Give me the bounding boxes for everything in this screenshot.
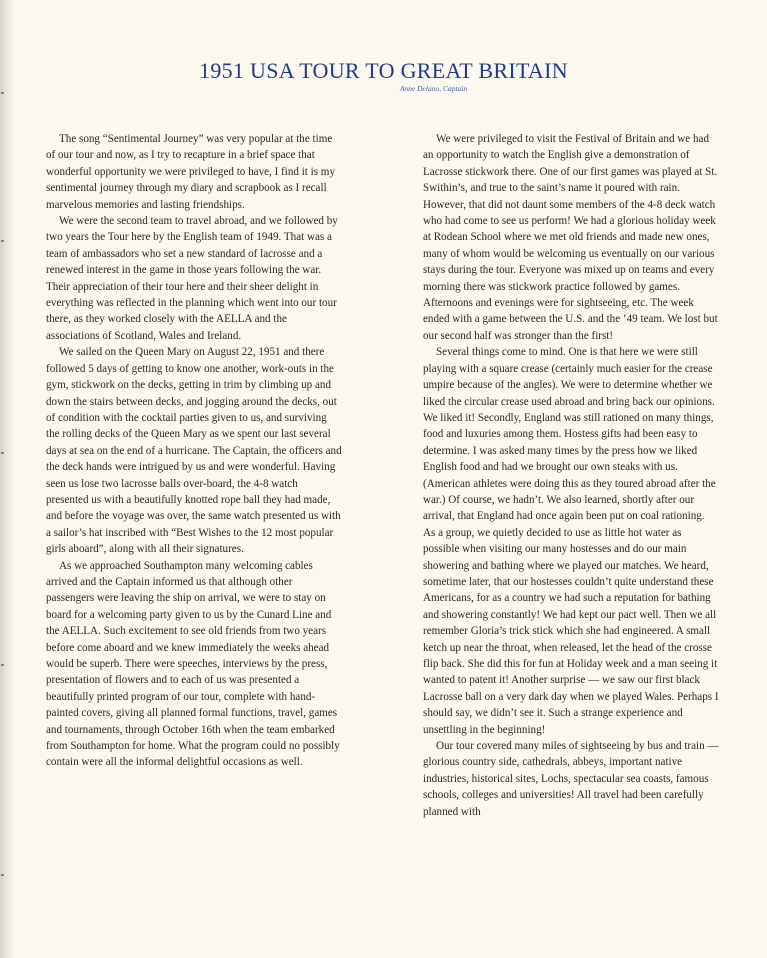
- paragraph: We were privileged to visit the Festival of Britain and we had an opportunity to watch the English give a demonstration of Lacrosse stickwork there. One of our first games was played at St. Swithin’s, and true to the saint’s name it poured with rain. However, that did not daunt some members of the 4-8 deck watch who had come to see us perform! We had a glorious holiday week at Rodean School where we met old friends and made new ones, many of whom would be welcoming us eventually on our various stays during the tour. Everyone was mixed up on teams and every morning there was stickwork practice followed by games. Afternoons and evenings were for sightseeing, etc. The week ended with a game between the U.S. and the ’49 team. We lost but our second half was stronger than the first!: [423, 133, 718, 342]
- page-binding-edge: [0, 0, 14, 958]
- binding-mark: [1, 240, 4, 242]
- paragraph: Several things come to mind. One is that here we were still playing with a square crease (certainly much easier for the crease umpire because of the angles). We were to determine whether we liked the circular crease used abroad and bring back our opinions. We liked it! Secondly, England was still rationed on many things, food and luxuries among them. Hostess gifts had been easy to determine. I was asked many times by the press how we liked English food and had we brought our own steaks with us. (American athletes were doing this as they toured abroad after the war.) Of course, we hadn’t. We also learned, shortly after our arrival, that England had once again been put on coal rationing. As a group, we quietly decided to use as little hot water as possible when visiting our many hostesses and do our main showering and bathing where we played our matches. We heard, sometime later, that our hostesses couldn’t quite understand these Americans, for as a country we had such a reputation for bathing and showering constantly! We had kept our pact well. Then we all remember Gloria’s trick stick which she had engineered. A small ketch up near the throat, when released, let the head of the crosse flip back. She did this for fun at Holiday week and a man seeing it wanted to patent it! Another surprise — we saw our first black Lacrosse ball on a very dark day when we played Wales. Perhaps I should say, we didn’t see it. Such a strange experience and unsettling in the beginning!: [423, 346, 719, 736]
- left-text-column: [46, 131, 342, 771]
- paragraph: As we approached Southampton many welcoming cables arrived and the Captain informed us that although other passengers were leaving the ship on arrival, we were to stay on board for a welcoming party given to us by the Cunard Line and the AELLA. Such excitement to see old friends from two years before come aboard and we knew immediately the weeks ahead would be superb. There were speeches, interviews by the press, presentation of flowers and to each of us was presented a beautifully printed program of our tour, complete with hand-painted covers, giving all planned formal functions, travel, games and tournaments, through October 16th when the team embarked from Southampton for home. What the program could no possibly contain were all the informal delightful occasions as well.: [46, 559, 340, 769]
- paragraph: We were the second team to travel abroad, and we followed by two years the Tour here by the English team of 1949. That was a team of ambassadors who set a new standard of lacrosse and a renewed interest in the game in those years following the war. Their appreciation of their tour here and their sheer delight in everything was reflected in the planning which went into our tour there, as they worked closely with the AELLA and the associations of Scotland, Wales and Ireland.: [46, 215, 338, 342]
- paragraph: Our tour covered many miles of sightseeing by bus and train — glorious country side, cathedrals, abbeys, important native industries, historical sites, Lochs, spectacular sea coasts, famous schools, colleges and universities! All travel had been carefully planned with: [423, 740, 719, 818]
- binding-mark: [1, 664, 4, 666]
- paragraph: The song “Sentimental Journey” was very popular at the time of our tour and now, as I try to recapture in a brief space that wonderful opportunity we were privileged to have, I find it is my sentimental journey through my diary and scrapbook as I recall marvelous memories and lasting friendships.: [46, 133, 335, 211]
- binding-mark: [1, 452, 4, 454]
- paragraph: We sailed on the Queen Mary on August 22, 1951 and there followed 5 days of getting to know one another, work-outs in the gym, stickwork on the decks, getting in trim by climbing up and down the stairs between decks, and jogging around the decks, out of condition with the cocktail parties given to us, and surviving the rolling decks of the Queen Mary as we spent our last several days at sea on the end of a hurricane. The Captain, the officers and the deck hands were intrigued by us and were wonderful. Having seen us lose two lacrosse balls over-board, the 4-8 watch presented us with a beautifully knotted rope ball they had made, and before the voyage was over, the same watch presented us with a sailor’s hat inscribed with “Best Wishes to the 12 most popular girls aboard”, along with all their signatures.: [46, 346, 342, 556]
- binding-mark: [1, 874, 4, 876]
- article-title: 1951 USA TOUR TO GREAT BRITAIN: [199, 58, 568, 83]
- article-byline: Anne Delano, Captain: [399, 84, 468, 93]
- right-text-column: [423, 131, 719, 820]
